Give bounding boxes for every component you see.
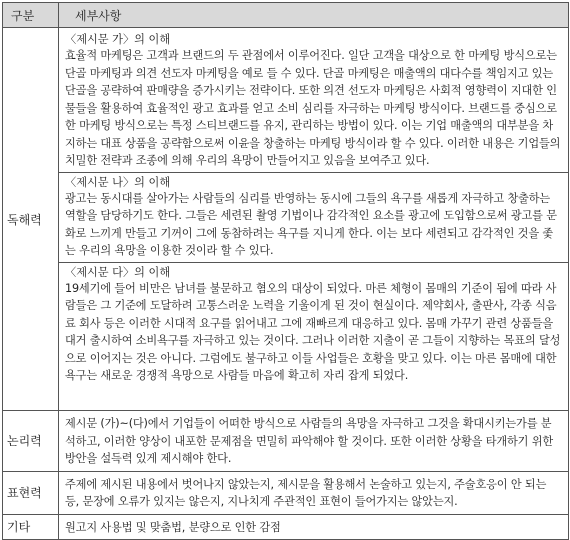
criteria-table-wrapper — [2, 2, 568, 534]
section-text-ga: 효율적 마케팅은 고객과 브랜드의 두 관점에서 이루어진다. 일단 고객을 대상으로 한 마케팅 방식으로는 단골 마케팅과 의견 선도자 마케팅을 예로 들 수 있다. 단골 마케팅은 매출액의 대다수를 책임지고 있는 단골을 공략하여 판매량을 증가시키는 전략이다. 또한 의견 선도자 마케팅은 사회적 영향력이 지대한 인물들을 활용하여 효율적인 광고 효과를 얻고 소비 심리를 자극하는 마케팅 방식이다. 브랜드를 중심으로 한 마케팅 방식으로는 특정 스티브랜드를 유지, 관리하는 방법이 있다. 이는 기업 매출액의 대부분을 차지하는 대표 상품을 공략함으로써 이윤을 창출하는 마케팅 방식이라 할 수 있다. 이러한 내용은 기업들의 치밀한 전략과 조종에 의해 우리의 욕망이 만들어지고 있음을 보여주고 있다. — [65, 49, 561, 167]
row-content-logic — [59, 411, 569, 472]
section-ga — [65, 32, 562, 170]
header-category: 구분 — [3, 3, 59, 28]
content-text-expression: 주제에 제시된 내용에서 벗어나지 않았는지, 제시문을 활용해서 논술하고 있는지, 주술호응이 안 되는 등, 문장에 오류가 있지는 않은지, 지나치게 주관적인 표현이 들어가지는 않았는지. — [65, 477, 547, 508]
row-label-expression: 표현력 — [3, 471, 59, 514]
section-title-ga: 〈제시문 가〉의 이해 — [65, 33, 171, 46]
section-text-na: 광고는 동시대를 살아가는 사람들의 심리를 반영하는 동시에 그들의 욕구를 새롭게 자극하고 창출하는 역할을 담당하기도 한다. 그들은 세련된 촬영 기법이나 감각적인 요소를 광고에 도입함으로써 광고를 문화로 느끼게 만들고 기꺼이 그에 동참하려는 욕구를 지니게 한다. 이는 보다 세련되고 감각적인 것을 좇는 우리의 욕망을 이용한 것이라 할 수 있다. — [65, 191, 557, 257]
row-label-logic: 논리력 — [3, 411, 59, 472]
header-details: 세부사항 — [59, 3, 569, 28]
section-text-da: 19세기에 들어 비만은 남녀를 불문하고 혐오의 대상이 되었다. 마른 체형이 몸매의 기준이 됨에 따라 사람들은 그 기준에 도달하려 고통스러운 노력을 기울이게 된 것이 현실이다. 제약회사, 출판사, 각종 식음료 회사 등은 이러한 시대적 요구를 읽어내고 그에 재빠르게 대응하고 있다. 몸매 가꾸기 관련 상품들을 대거 출시하여 소비욕구를 자극하고 있는 것이다. 그러나 이러한 지출이 곧 그들이 지향하는 목표의 달성으로 이어지는 것은 아니다. 그럼에도 불구하고 이들 사업들은 호황을 맞고 있다. 이는 마른 몸매에 대한 욕구는 새로운 경쟁적 욕망으로 사람들 마음에 확고히 자리 잡게 되었다. — [65, 281, 561, 382]
row-reading — [3, 28, 569, 411]
row-content-reading — [59, 28, 569, 411]
table-header-row — [3, 3, 569, 28]
section-na — [59, 172, 568, 260]
section-title-na: 〈제시문 나〉의 이해 — [65, 175, 171, 189]
section-da — [59, 262, 568, 385]
section-title-da: 〈제시문 다〉의 이해 — [65, 265, 171, 279]
row-content-expression — [59, 471, 569, 514]
row-label-etc: 기타 — [3, 514, 59, 540]
row-label-reading: 독해력 — [3, 28, 59, 411]
row-logic — [3, 411, 569, 472]
content-text-etc: 원고지 사용법 및 맞춤법, 분량으로 인한 감점 — [65, 520, 281, 534]
content-text-logic: 제시문 (가)~(다)에서 기업들이 어떠한 방식으로 사람들의 욕망을 자극하고 그것을 확대시키는가를 분석하고, 이러한 양상이 내포한 문제점을 면밀히 파악해야 할 것이다. 또한 이러한 상황을 타개하기 위한 방안을 설득력 있게 제시해야 한다. — [65, 417, 554, 465]
row-expression — [3, 471, 569, 514]
criteria-table — [2, 2, 569, 540]
